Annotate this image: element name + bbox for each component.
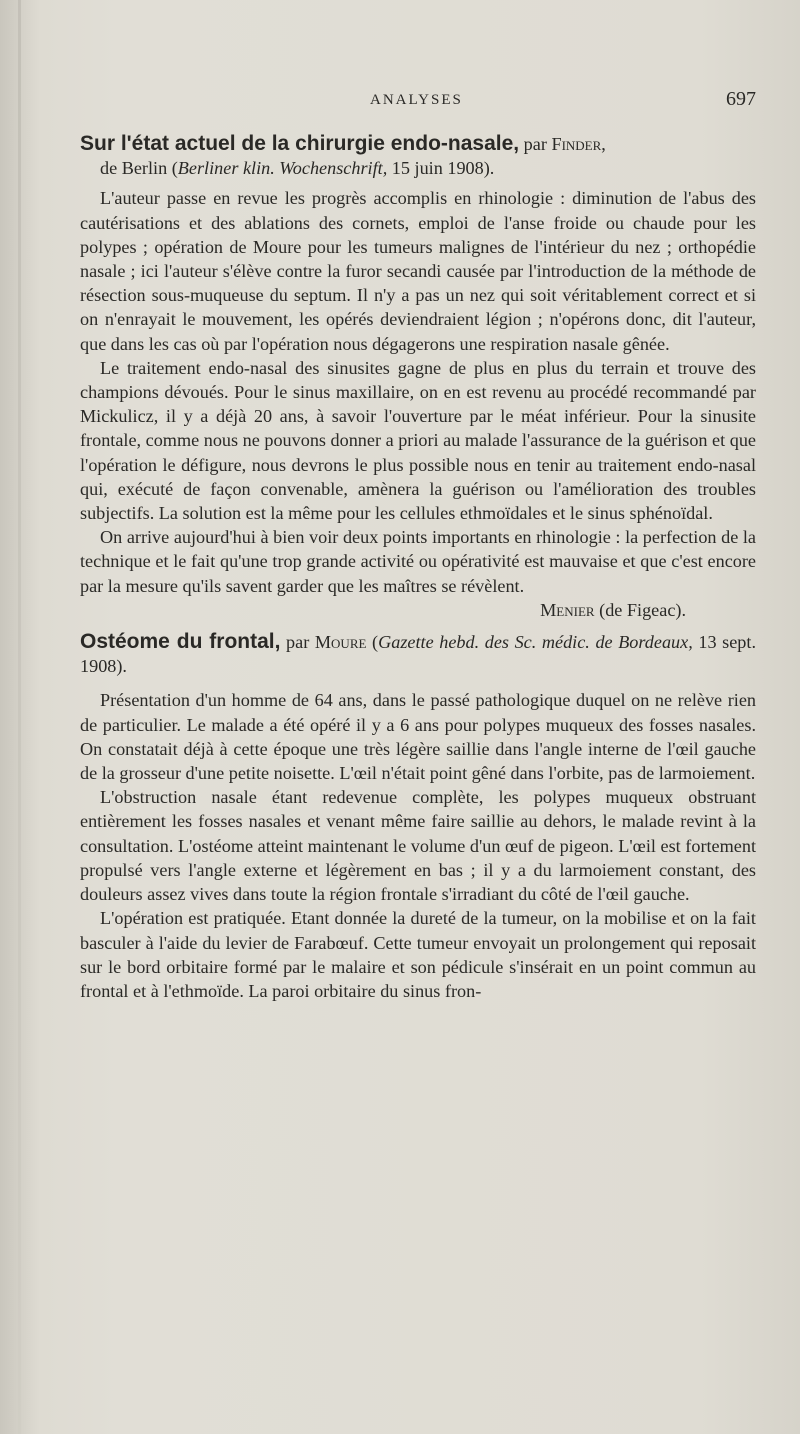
source-date: 13 sept. 1908).: [80, 632, 756, 677]
article-title: Ostéome du frontal,: [80, 630, 281, 654]
signature: [80, 598, 756, 622]
signature-place: (de Figeac).: [594, 599, 686, 620]
page-content: [80, 132, 756, 1003]
by-word: par: [523, 134, 547, 154]
article-author: Finder,: [551, 134, 606, 154]
article-finder: [80, 132, 756, 622]
paragraph: L'auteur passe en revue les progrès accomplis en rhinologie : diminution de l'abus des cautérisations et des ablations des cornets, emploi de l'anse froide ou chaude pour les polypes ; opération de Moure pour les tumeurs malignes de l'intérieur du nez ; orthopédie nasale ; ici l'auteur s'élève contre la furor secandi causée par l'introduction de la méthode de résection sous-muqueuse du septum. Il n'y a pas un nez qui soit véritablement correct et si on n'enrayait le mouvement, les opérés deviendraient légion ; n'opérons donc, dit l'auteur, que dans les cas où par l'opération nous dégagerons une respiration nasale gênée.: [80, 188, 756, 354]
paragraph: Présentation d'un homme de 64 ans, dans le passé pathologique duquel on ne relève rien de particulier. Le malade a été opéré il y a 6 ans pour polypes muqueux des fosses nasales. On constatait déjà à cette époque une très légère saillie dans l'angle interne de l'œil gauche de la grosseur d'une petite noisette. L'œil n'était point gêné dans l'orbite, pas de larmoiement.: [80, 690, 756, 784]
article-title-line: [80, 630, 756, 678]
source-date: 15 juin 1908).: [391, 158, 495, 179]
paragraph: Le traitement endo-nasal des sinusites gagne de plus en plus du terrain et trouve des champions dévoués. Pour le sinus maxillaire, on en est revenu au procédé recommandé par Mickulicz, il y a déjà 20 ans, à savoir l'ouverture par le méat inférieur. Pour la sinusite frontale, comme nous ne pouvons donner a priori au malade l'assurance de la guérison et que l'opération le défigure, nous devrons le plus possible nous en tenir au traitement endo-nasal qui, exécuté de façon convenable, amènera la guérison ou l'amélioration des troubles subjectifs. La solution est la même pour les cellules ethmoïdales et le sinus sphénoïdal.: [80, 357, 756, 524]
article-moure: [80, 630, 756, 1003]
paragraph: L'obstruction nasale étant redevenue complète, les polypes muqueux obstruant entièrement les fosses nasales et venant même faire saillie au dehors, le malade revint à la consultation. L'ostéome atteint maintenant le volume d'un œuf de pigeon. L'œil est fortement propulsé vers l'angle externe et légèrement en bas ; il y a du larmoiement constant, des douleurs assez vives dans toute la région frontale s'irradiant du côté de l'œil gauche.: [80, 787, 756, 905]
paragraph: On arrive aujourd'hui à bien voir deux points importants en rhinologie : la perfection de la technique et le fait qu'une trop grande activité ou opérativité est mauvaise et que c'est encore par la mesure qu'ils savent garder que les maîtres se révèlent.: [80, 527, 756, 596]
paragraph: L'opération est pratiquée. Etant donnée la dureté de la tumeur, on la mobilise et on la fait basculer à l'aide du levier de Farabœuf. Cette tumeur envoyait un prolongement qui reposait sur le bord orbitaire formé par le malaire et son pédicule s'insérait en un point commun au frontal et à l'ethmoïde. La paroi orbitaire du sinus fron-: [80, 908, 756, 1001]
spacer: [80, 678, 756, 688]
article-author: Moure: [314, 632, 367, 653]
article-title-line: [80, 132, 756, 156]
page-header: [80, 88, 756, 118]
running-head: ANALYSES: [370, 92, 463, 108]
article-title: Sur l'état actuel de la chirurgie endo-nasale,: [80, 132, 520, 155]
page-number: 697: [726, 88, 756, 110]
source-prefix: (: [372, 632, 379, 653]
signature-name: Menier: [540, 599, 595, 620]
source-prefix: de Berlin (: [100, 158, 178, 179]
page-gutter-shadow: [18, 0, 21, 1434]
article-source: [80, 156, 756, 180]
source-journal: Berliner klin. Wochenschrift,: [177, 158, 388, 179]
source-journal: Gazette hebd. des Sc. médic. de Bordeaux,: [378, 632, 693, 653]
by-word: par: [286, 632, 310, 653]
